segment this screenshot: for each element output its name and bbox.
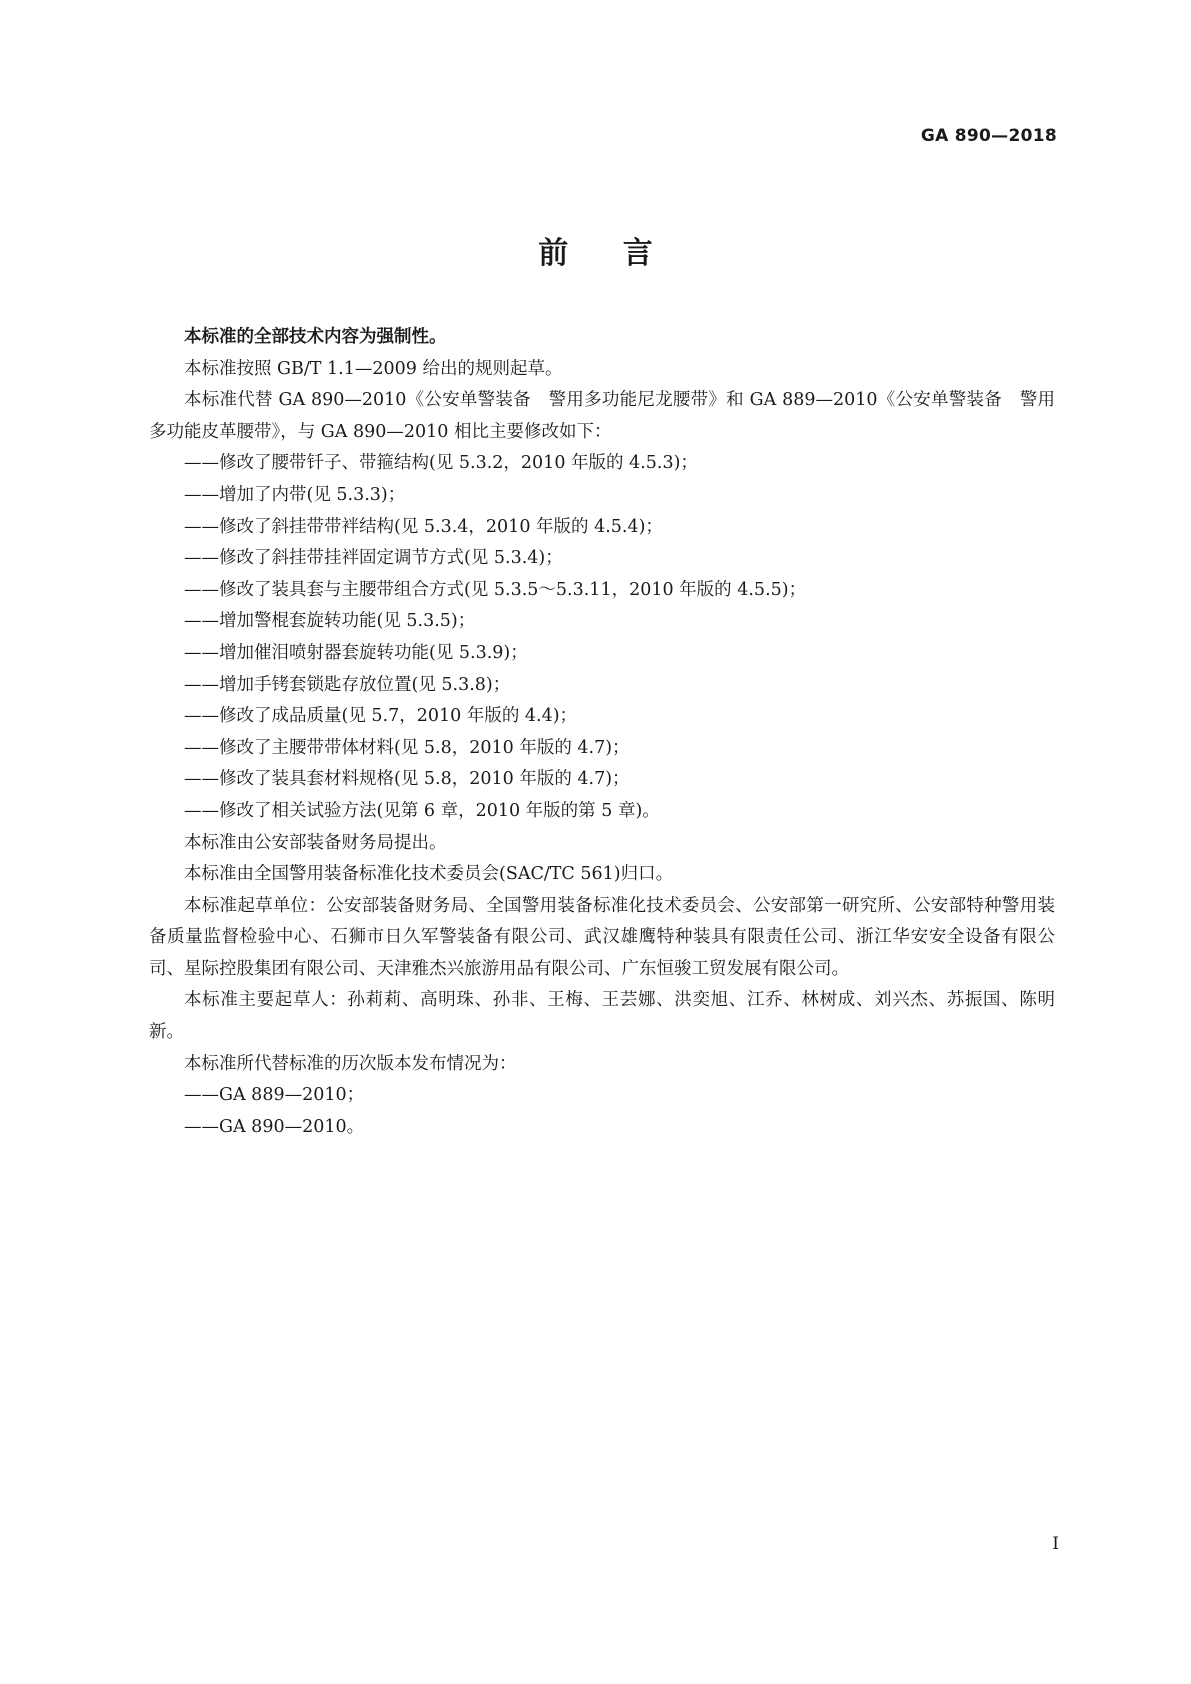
change-item: ——修改了主腰带带体材料(见 5.8，2010 年版的 4.7)； xyxy=(184,737,630,758)
history-item: ——GA 889—2010； xyxy=(184,1085,365,1106)
page-number: I xyxy=(1052,1534,1059,1554)
change-item: ——增加催泪喷射器套旋转功能(见 5.3.9)； xyxy=(184,642,528,663)
proposer-paragraph: 本标准由公安部装备财务局提出。 xyxy=(184,832,447,853)
change-item: ——修改了装具套材料规格(见 5.8，2010 年版的 4.7)； xyxy=(184,769,630,790)
mandatory-statement: 本标准的全部技术内容为强制性。 xyxy=(184,327,447,347)
change-item: ——修改了斜挂带带袢结构(见 5.3.4，2010 年版的 4.5.4)； xyxy=(184,516,663,537)
change-item: ——增加手铐套锁匙存放位置(见 5.3.8)； xyxy=(184,674,511,695)
change-item: ——修改了成品质量(见 5.7，2010 年版的 4.4)； xyxy=(184,706,578,727)
drafting-units-paragraph: 本标准起草单位：公安部装备财务局、全国警用装备标准化技术委员会、公安部第一研究所、公安部特种警用装备质量监督检验中心、石狮市日久军警装备有限公司、武汉雄鹰特种装具有限责任公司、浙江华安安全设备有限公司、星际控股集团有限公司、天津雅杰兴旅游用品有限公司、广东恒骏工贸发展有限公司。 xyxy=(149,895,1055,979)
drafting-rules-paragraph: 本标准按照 GB/T 1.1—2009 给出的规则起草。 xyxy=(184,358,563,379)
change-item: ——增加了内带(见 5.3.3)； xyxy=(184,484,406,505)
committee-paragraph: 本标准由全国警用装备标准化技术委员会(SAC/TC 561)归口。 xyxy=(184,864,674,885)
change-item: ——修改了腰带钎子、带箍结构(见 5.3.2，2010 年版的 4.5.3)； xyxy=(184,453,698,474)
change-item: ——修改了装具套与主腰带组合方式(见 5.3.5～5.3.11，2010 年版的 4.5.5)； xyxy=(184,579,807,600)
replacement-paragraph: 本标准代替 GA 890—2010《公安单警装备 警用多功能尼龙腰带》和 GA 889—2010《公安单警装备 警用多功能皮革腰带》，与 GA 890—2010 相比主要修改如下： xyxy=(149,390,1055,442)
document-code: GA 890—2018 xyxy=(920,126,1057,146)
title-char-2: 言 xyxy=(622,236,653,271)
title-char-1: 前 xyxy=(538,236,569,271)
change-item: ——增加警棍套旋转功能(见 5.3.5)； xyxy=(184,611,476,632)
foreword-body xyxy=(149,322,1055,1143)
change-item: ——修改了斜挂带挂袢固定调节方式(见 5.3.4)； xyxy=(184,548,563,569)
change-list xyxy=(149,448,1055,827)
page-title xyxy=(0,228,1191,272)
history-intro-paragraph: 本标准所代替标准的历次版本发布情况为： xyxy=(184,1053,517,1074)
version-history-list xyxy=(149,1080,1055,1143)
change-item: ——修改了相关试验方法(见第 6 章，2010 年版的第 5 章)。 xyxy=(184,800,660,821)
drafters-paragraph: 本标准主要起草人：孙莉莉、高明珠、孙非、王梅、王芸娜、洪奕旭、江乔、林树成、刘兴杰、苏振国、陈明新。 xyxy=(149,990,1055,1043)
history-item: ——GA 890—2010。 xyxy=(184,1116,365,1137)
